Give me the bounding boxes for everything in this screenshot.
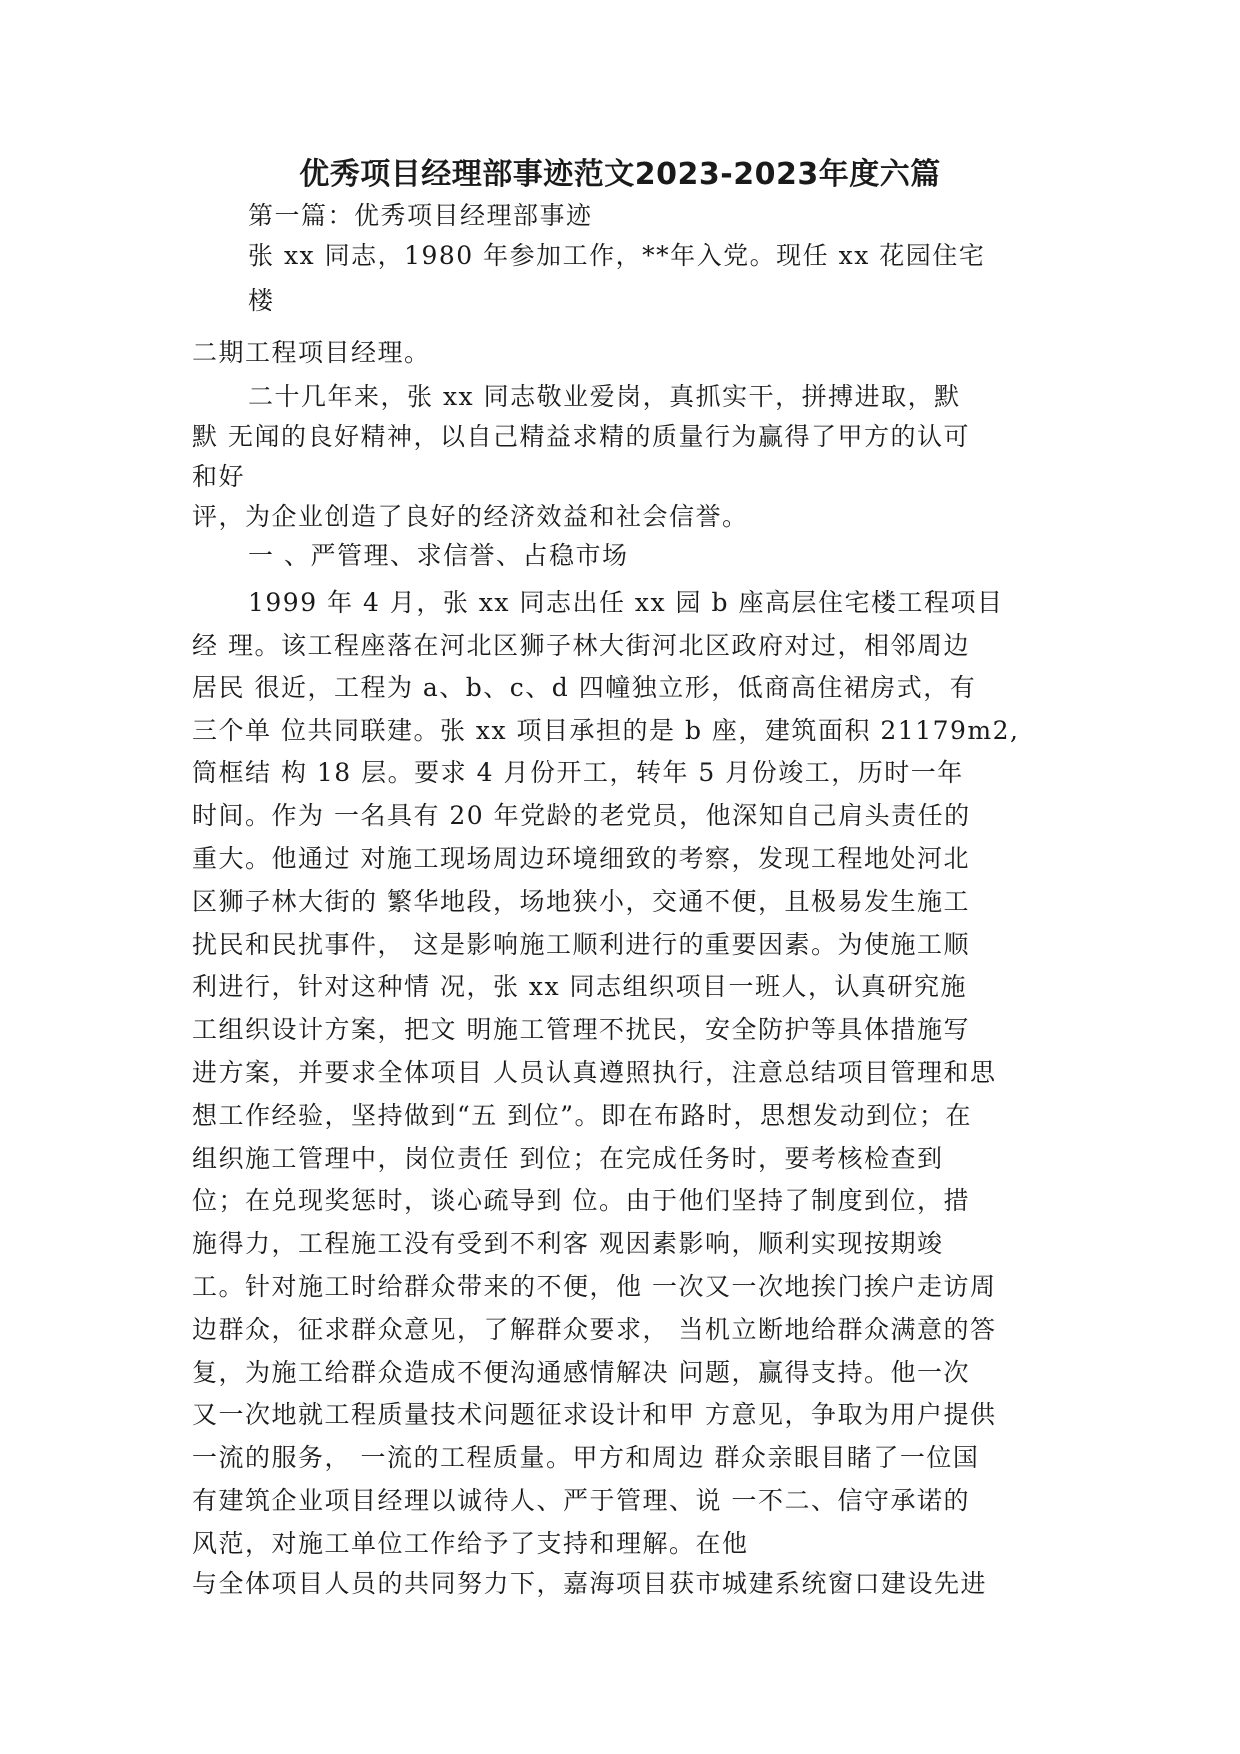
body-line: 组织施工管理中，岗位责任 到位；在完成任务时，要考核检查到 (192, 1144, 944, 1173)
body-line: 经 理。该工程座落在河北区狮子林大街河北区政府对过，相邻周边 (192, 631, 970, 660)
body-line: 施得力，工程施工没有受到不利客 观因素影响，顺利实现按期竣 (192, 1229, 944, 1258)
body-line: 筒框结 构 18 层。要求 4 月份开工，转年 5 月份竣工，历时一年 (192, 758, 964, 787)
body-line: 与全体项目人员的共同努力下，嘉海项目获市城建系统窗口建设先进 (192, 1569, 988, 1598)
body-line: 三个单 位共同联建。张 xx 项目承担的是 b 座，建筑面积 21179m2, (192, 716, 1020, 745)
section-heading: 第一篇：优秀项目经理部事迹 (248, 201, 593, 230)
body-line: 居民 很近，工程为 a、b、c、d 四幢独立形，低商高住裙房式，有 (192, 673, 977, 702)
body-line: 评，为企业创造了良好的经济效益和社会信誉。 (192, 502, 749, 531)
body-line: 和好 (192, 462, 246, 491)
body-line: 二十几年来，张 xx 同志敬业爱岗，真抓实干，拼搏进取，默 (248, 382, 961, 411)
body-line: 张 xx 同志，1980 年参加工作，**年入党。现任 xx 花园住宅 (248, 241, 986, 270)
body-line: 1999 年 4 月，张 xx 同志出任 xx 园 b 座高层住宅楼工程项目 (248, 588, 1004, 617)
body-line: 工。针对施工时给群众带来的不便，他 一次又一次地挨门挨户走访周 (192, 1272, 997, 1301)
body-line: 有建筑企业项目经理以诚待人、严于管理、说 一不二、信守承诺的 (192, 1486, 970, 1515)
body-line: 利进行，针对这种情 况，张 xx 同志组织项目一班人，认真研究施 (192, 972, 968, 1001)
document-title: 优秀项目经理部事迹范文2023-2023年度六篇 (299, 157, 941, 192)
body-line: 工组织设计方案，把文 明施工管理不扰民，安全防护等具体措施写 (192, 1015, 970, 1044)
body-line: 边群众，征求群众意见，了解群众要求， 当机立断地给群众满意的答 (192, 1315, 997, 1344)
body-line: 一流的服务， 一流的工程质量。甲方和周边 群众亲眼目睹了一位国 (192, 1443, 980, 1472)
body-line: 进方案，并要求全体项目 人员认真遵照执行，注意总结项目管理和思 (192, 1058, 997, 1087)
body-line: 位；在兑现奖惩时，谈心疏导到 位。由于他们坚持了制度到位，措 (192, 1186, 970, 1215)
body-line: 扰民和民扰事件， 这是影响施工顺利进行的重要因素。为使施工顺 (192, 930, 970, 959)
body-line: 又一次地就工程质量技术问题征求设计和甲 方意见，争取为用户提供 (192, 1400, 997, 1429)
body-line: 想工作经验，坚持做到“五 到位”。即在布路时，思想发动到位；在 (192, 1101, 973, 1130)
body-line: 二期工程项目经理。 (192, 338, 431, 367)
body-line: 重大。他通过 对施工现场周边环境细致的考察，发现工程地处河北 (192, 844, 970, 873)
body-line: 默 无闻的良好精神，以自己精益求精的质量行为赢得了甲方的认可 (192, 422, 970, 451)
body-line: 时间。作为 一名具有 20 年党龄的老党员，他深知自己肩头责任的 (192, 801, 971, 830)
section-heading: 一 、严管理、求信誉、占稳市场 (248, 541, 629, 570)
body-line: 风范，对施工单位工作给予了支持和理解。在他 (192, 1529, 749, 1558)
body-line: 复，为施工给群众造成不便沟通感情解决 问题，赢得支持。他一次 (192, 1358, 970, 1387)
body-line: 区狮子林大街的 繁华地段，场地狭小，交通不便，且极易发生施工 (192, 887, 970, 916)
body-line: 楼 (248, 286, 275, 315)
